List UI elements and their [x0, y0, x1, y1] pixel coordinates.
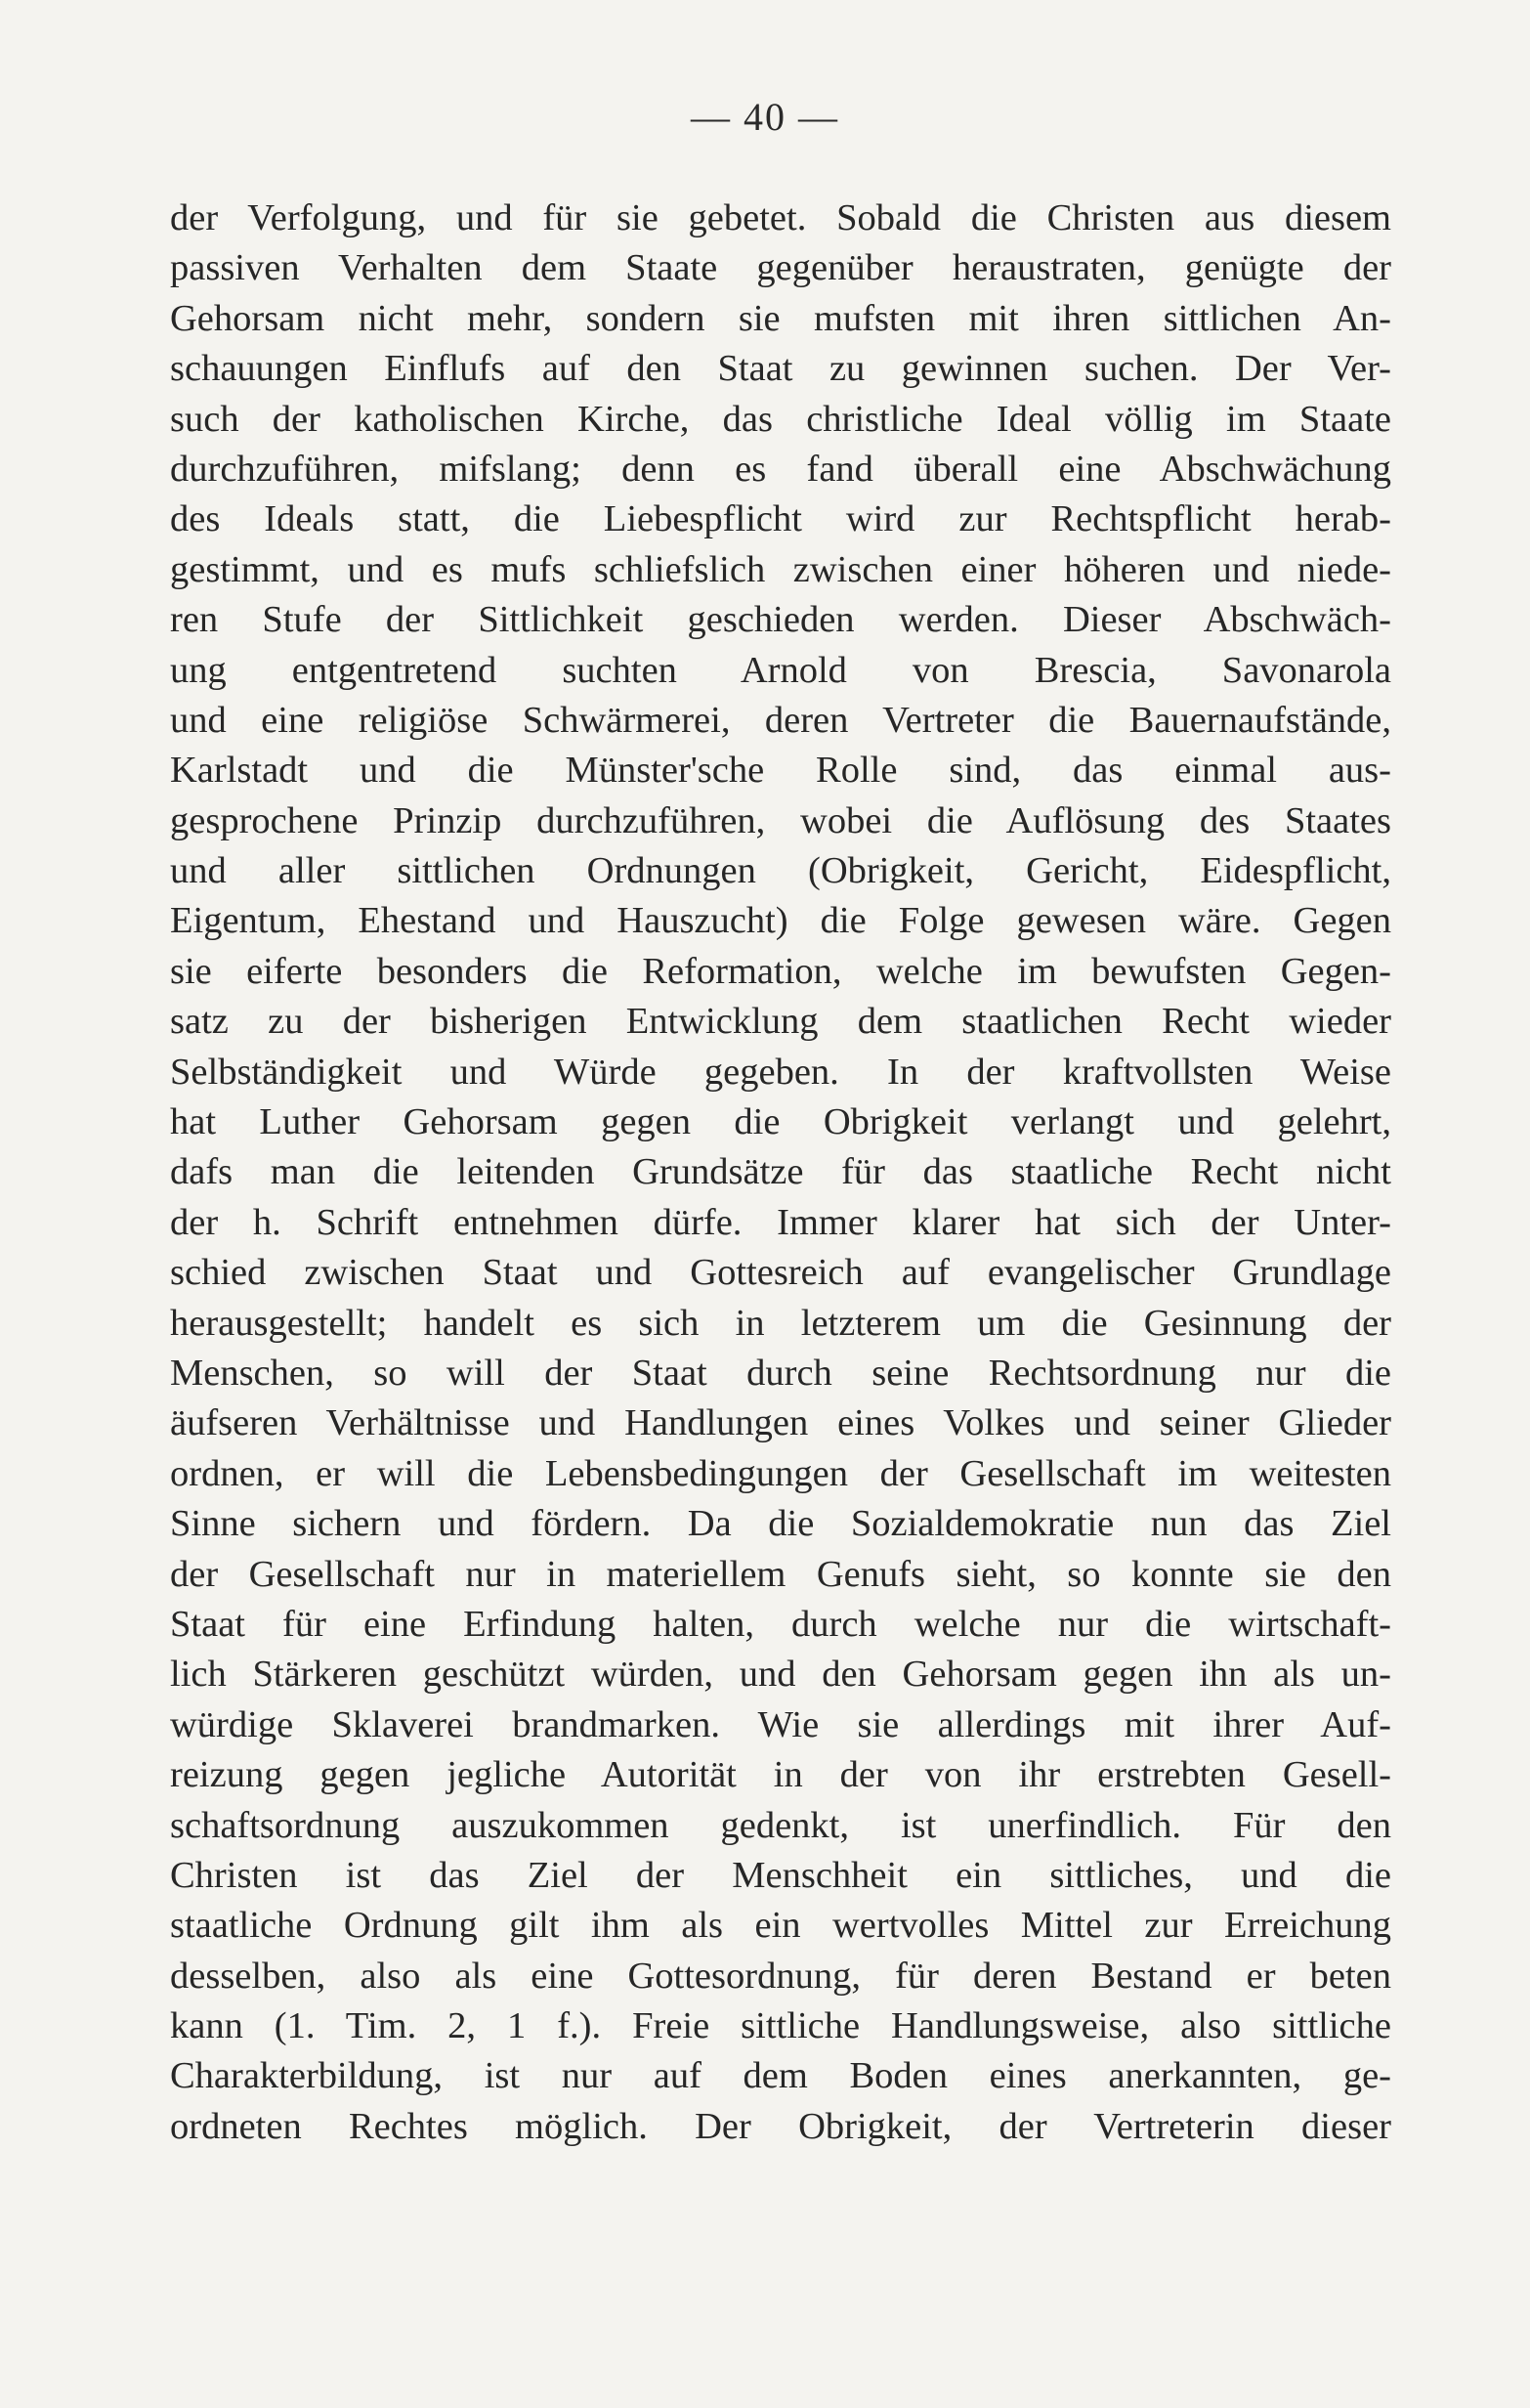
- text-line: herausgestellt; handelt es sich in letzterem um die Gesinnung der: [170, 1302, 1391, 1344]
- text-line: Staat für eine Erfindung halten, durch welche nur die wirtschaft-: [170, 1603, 1391, 1645]
- text-line: hat Luther Gehorsam gegen die Obrigkeit verlangt und gelehrt,: [170, 1101, 1391, 1143]
- text-line: lich Stärkeren geschützt würden, und den Gehorsam gegen ihn als un-: [170, 1654, 1391, 1696]
- text-line: und aller sittlichen Ordnungen (Obrigkeit, Gericht, Eidespflicht,: [170, 850, 1391, 892]
- text-line: Sinne sichern und fördern. Da die Sozialdemokratie nun das Ziel: [170, 1503, 1391, 1545]
- text-line: schaftsordnung auszukommen gedenkt, ist unerfindlich. Für den: [170, 1804, 1391, 1846]
- body-text: [170, 194, 1391, 2152]
- text-line: Karlstadt und die Münster'sche Rolle sind, das einmal aus-: [170, 750, 1391, 792]
- text-line: kann (1. Tim. 2, 1 f.). Freie sittliche Handlungsweise, also sittliche: [170, 2005, 1391, 2047]
- text-line: schied zwischen Staat und Gottesreich auf evangelischer Grundlage: [170, 1252, 1391, 1294]
- text-line: des Ideals statt, die Liebespflicht wird zur Rechtspflicht herab-: [170, 498, 1391, 540]
- text-line: ung entgentretend suchten Arnold von Brescia, Savonarola: [170, 649, 1391, 691]
- text-line: gesprochene Prinzip durchzuführen, wobei die Auflösung des Staates: [170, 799, 1391, 841]
- text-line: staatliche Ordnung gilt ihm als ein wertvolles Mittel zur Erreichung: [170, 1905, 1391, 1947]
- text-line: Menschen, so will der Staat durch seine Rechtsordnung nur die: [170, 1352, 1391, 1394]
- text-line: äufseren Verhältnisse und Handlungen eines Volkes und seiner Glieder: [170, 1402, 1391, 1444]
- text-line: ordneten Rechtes möglich. Der Obrigkeit, der Vertreterin dieser: [170, 2105, 1391, 2147]
- text-line: Charakterbildung, ist nur auf dem Boden eines anerkannten, ge-: [170, 2055, 1391, 2097]
- text-line: sie eiferte besonders die Reformation, welche im bewufsten Gegen-: [170, 950, 1391, 992]
- text-line: gestimmt, und es mufs schliefslich zwischen einer höheren und niede-: [170, 548, 1391, 590]
- text-line: würdige Sklaverei brandmarken. Wie sie allerdings mit ihrer Auf-: [170, 1703, 1391, 1745]
- text-line: passiven Verhalten dem Staate gegenüber heraustraten, genügte der: [170, 247, 1391, 289]
- text-line: Eigentum, Ehestand und Hauszucht) die Folge gewesen wäre. Gegen: [170, 900, 1391, 942]
- text-line: ordnen, er will die Lebensbedingungen der Gesellschaft im weitesten: [170, 1452, 1391, 1494]
- text-line: durchzuführen, mifslang; denn es fand überall eine Abschwächung: [170, 448, 1391, 490]
- text-line: schauungen Einflufs auf den Staat zu gewinnen suchen. Der Ver-: [170, 348, 1391, 390]
- text-line: der h. Schrift entnehmen dürfe. Immer klarer hat sich der Unter-: [170, 1201, 1391, 1243]
- text-line: dafs man die leitenden Grundsätze für das staatliche Recht nicht: [170, 1151, 1391, 1193]
- text-line: der Verfolgung, und für sie gebetet. Sobald die Christen aus diesem: [170, 197, 1391, 238]
- text-line: reizung gegen jegliche Autorität in der von ihr erstrebten Gesell-: [170, 1754, 1391, 1796]
- text-line: ren Stufe der Sittlichkeit geschieden werden. Dieser Abschwäch-: [170, 599, 1391, 641]
- text-line: Selbständigkeit und Würde gegeben. In der kraftvollsten Weise: [170, 1051, 1391, 1093]
- text-line: Christen ist das Ziel der Menschheit ein sittliches, und die: [170, 1854, 1391, 1896]
- text-line: satz zu der bisherigen Entwicklung dem staatlichen Recht wieder: [170, 1001, 1391, 1043]
- text-line: such der katholischen Kirche, das christliche Ideal völlig im Staate: [170, 398, 1391, 440]
- text-line: und eine religiöse Schwärmerei, deren Vertreter die Bauernaufstände,: [170, 699, 1391, 741]
- text-line: desselben, also als eine Gottesordnung, für deren Bestand er beten: [170, 1955, 1391, 1997]
- page-number: — 40 —: [691, 95, 839, 139]
- text-line: Gehorsam nicht mehr, sondern sie mufsten mit ihren sittlichen An-: [170, 297, 1391, 339]
- text-line: der Gesellschaft nur in materiellem Genufs sieht, so konnte sie den: [170, 1553, 1391, 1595]
